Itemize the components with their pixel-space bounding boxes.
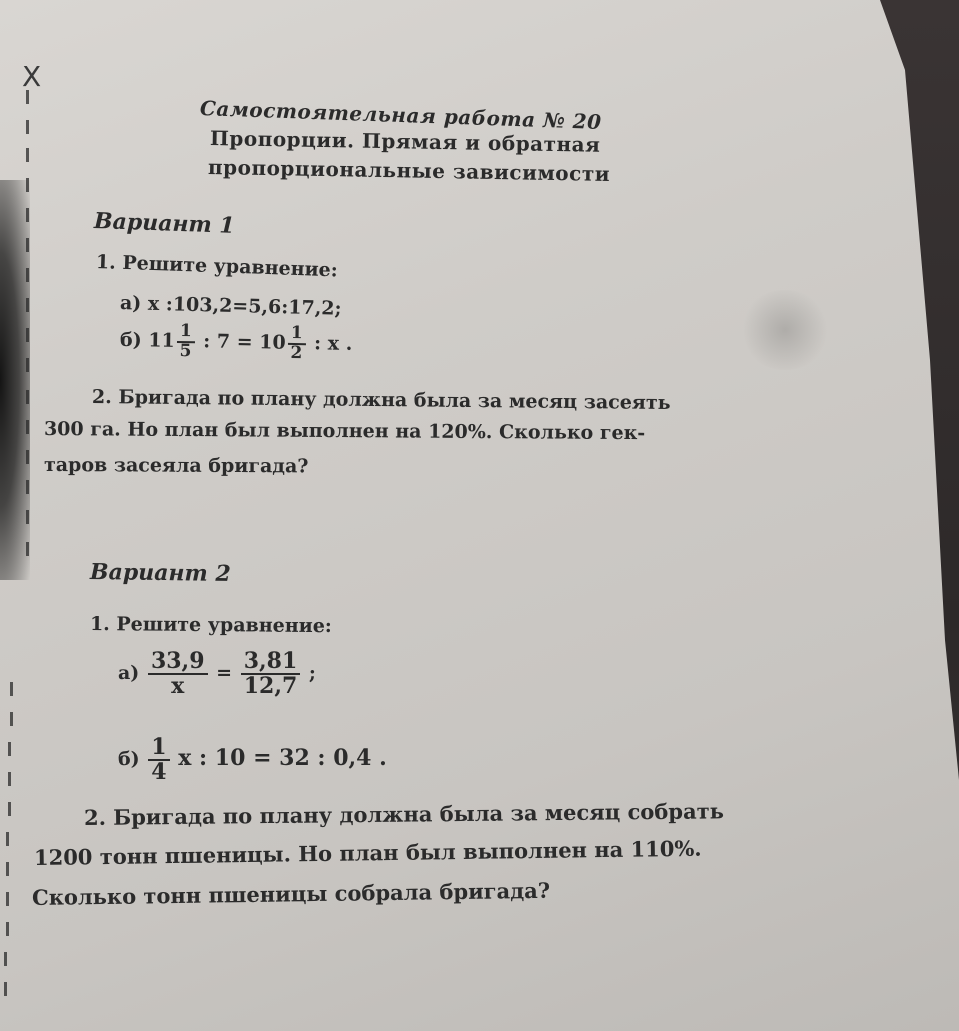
margin-mark: X bbox=[22, 60, 42, 93]
variant-2-task-2-line-3: Сколько тонн пшеницы собрала бригада? bbox=[31, 877, 551, 910]
fraction-numerator: 33,9 bbox=[148, 650, 208, 675]
topic-line-1: Пропорции. Прямая и обратная bbox=[209, 126, 601, 157]
mixed-number-whole: 11 bbox=[148, 329, 175, 352]
variant-1-task-2-line-3: таров засеяла бригада? bbox=[43, 454, 309, 478]
variant-1-task-2-line-2: 300 га. Но план был выполнен на 120%. Сколько гек- bbox=[43, 418, 646, 445]
fraction-numerator: 1 bbox=[148, 736, 169, 761]
equation-label: б) bbox=[119, 328, 142, 352]
variant-1-title: Вариант 1 bbox=[93, 208, 236, 239]
fraction bbox=[148, 650, 208, 698]
fraction-numerator: 1 bbox=[177, 323, 195, 343]
equation-label: а) bbox=[118, 662, 140, 685]
equals-sign: = bbox=[216, 662, 233, 685]
fraction-denominator: x bbox=[171, 673, 185, 700]
worksheet-title: Самостоятельная работа № 20 bbox=[199, 96, 602, 135]
variant-2-equation-b bbox=[118, 736, 387, 784]
fraction-denominator: 2 bbox=[290, 342, 303, 364]
variant-2-task-2-line-1: 2. Бригада по плану должна была за месяц собрать bbox=[83, 798, 725, 830]
equation-end: : x . bbox=[313, 332, 353, 355]
fraction bbox=[176, 323, 194, 361]
variant-2-title: Вариант 2 bbox=[89, 559, 231, 587]
variant-2-task-2-line-2: 1200 тонн пшеницы. Но план был выполнен на 110%. bbox=[33, 835, 702, 870]
fraction-denominator: 4 bbox=[151, 759, 167, 786]
fraction bbox=[148, 736, 169, 784]
topic-line-2: пропорциональные зависимости bbox=[207, 155, 611, 187]
fraction bbox=[241, 650, 301, 698]
variant-1-equation-a: а) x :103,2=5,6:17,2; bbox=[119, 292, 342, 320]
fraction bbox=[287, 322, 305, 364]
fraction-numerator: 3,81 bbox=[241, 650, 301, 675]
fraction-denominator: 5 bbox=[179, 340, 192, 362]
variant-2-equation-a bbox=[118, 650, 316, 698]
equation-middle: : 7 = 10 bbox=[203, 330, 286, 354]
equation-end: ; bbox=[308, 662, 316, 685]
variant-2-task-1-title: 1. Решите уравнение: bbox=[89, 613, 332, 638]
fraction-denominator: 12,7 bbox=[243, 673, 298, 700]
fraction-numerator: 1 bbox=[288, 325, 306, 345]
equation-rest: x : 10 = 32 : 0,4 . bbox=[178, 745, 387, 772]
variant-1-task-2-line-1: 2. Бригада по плану должна была за месяц засеять bbox=[91, 386, 671, 415]
variant-1-task-1-title: 1. Решите уравнение: bbox=[95, 251, 339, 282]
variant-1-equation-b bbox=[120, 322, 353, 364]
equation-label: б) bbox=[118, 748, 140, 771]
